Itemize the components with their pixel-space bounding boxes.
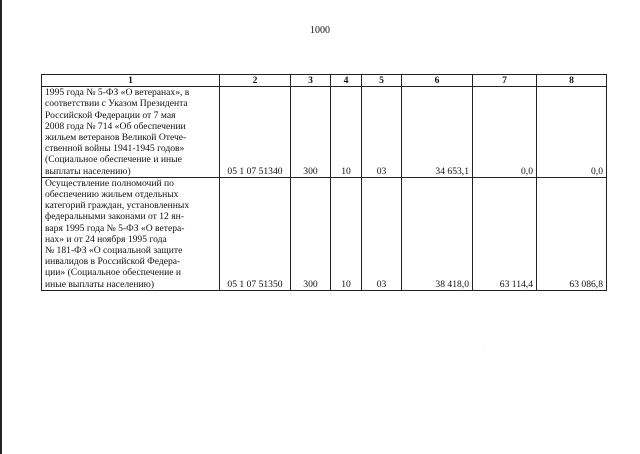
scan-speck: · [483,347,485,353]
header-col-7: 7 [473,75,537,87]
description-line: нах» и от 24 ноября 1995 года [45,233,167,245]
table-row [42,87,607,178]
header-col-2: 2 [220,75,291,87]
description-line: ственной войны 1941-1945 годов» [45,143,185,155]
description-line: соответствии с Указом Президента [45,98,188,110]
description-line: № 181-ФЗ «О социальной защите [45,245,183,257]
cell-amount-col6: 34 653,1 [402,87,473,178]
cell-section: 10 [331,177,362,290]
cell-target-article: 05 1 07 51350 [220,177,291,290]
page-number: 1000 [310,25,330,36]
header-col-1: 1 [42,75,220,87]
table-header-row [42,75,607,87]
description-line: федеральными законами от 12 ян- [45,211,184,223]
description-line: жильем ветеранов Великой Отече- [45,132,187,144]
header-col-8: 8 [537,75,607,87]
cell-section: 10 [331,87,362,178]
cell-subsection: 03 [362,177,402,290]
cell-target-article: 05 1 07 51340 [220,87,291,178]
cell-amount-col8: 0,0 [537,87,607,178]
cell-amount-col7: 63 114,4 [473,177,537,290]
cell-amount-col6: 38 418,0 [402,177,473,290]
description-line: выплаты населению) [45,165,131,177]
description-line: ции» (Социальное обеспечение и [45,267,182,279]
description-line: категорий граждан, установленных [45,200,190,212]
header-col-5: 5 [362,75,402,87]
scan-edge [0,0,2,454]
row-description [42,177,220,290]
cell-amount-col8: 63 086,8 [537,177,607,290]
description-line: Российской Федерации от 7 мая [45,109,176,121]
cell-expense-type: 300 [291,87,331,178]
cell-amount-col7: 0,0 [473,87,537,178]
description-line: инвалидов в Российской Федера- [45,256,181,268]
cell-expense-type: 300 [291,177,331,290]
description-line: иные выплаты населению) [45,278,155,290]
header-col-3: 3 [291,75,331,87]
header-col-6: 6 [402,75,473,87]
description-line: (Социальное обеспечение и иные [45,154,182,166]
description-line: обеспечению жильем отдельных [45,189,179,201]
description-line: Осуществление полномочий по [45,177,174,189]
row-description [42,87,220,178]
cell-subsection: 03 [362,87,402,178]
header-col-4: 4 [331,75,362,87]
table-row [42,177,607,290]
description-line: 2008 года № 714 «Об обеспечении [45,120,186,132]
budget-table [41,74,607,291]
description-line: 1995 года № 5-ФЗ «О ветеранах», в [45,87,190,99]
description-line: варя 1995 года № 5-ФЗ «О ветера- [45,222,185,234]
